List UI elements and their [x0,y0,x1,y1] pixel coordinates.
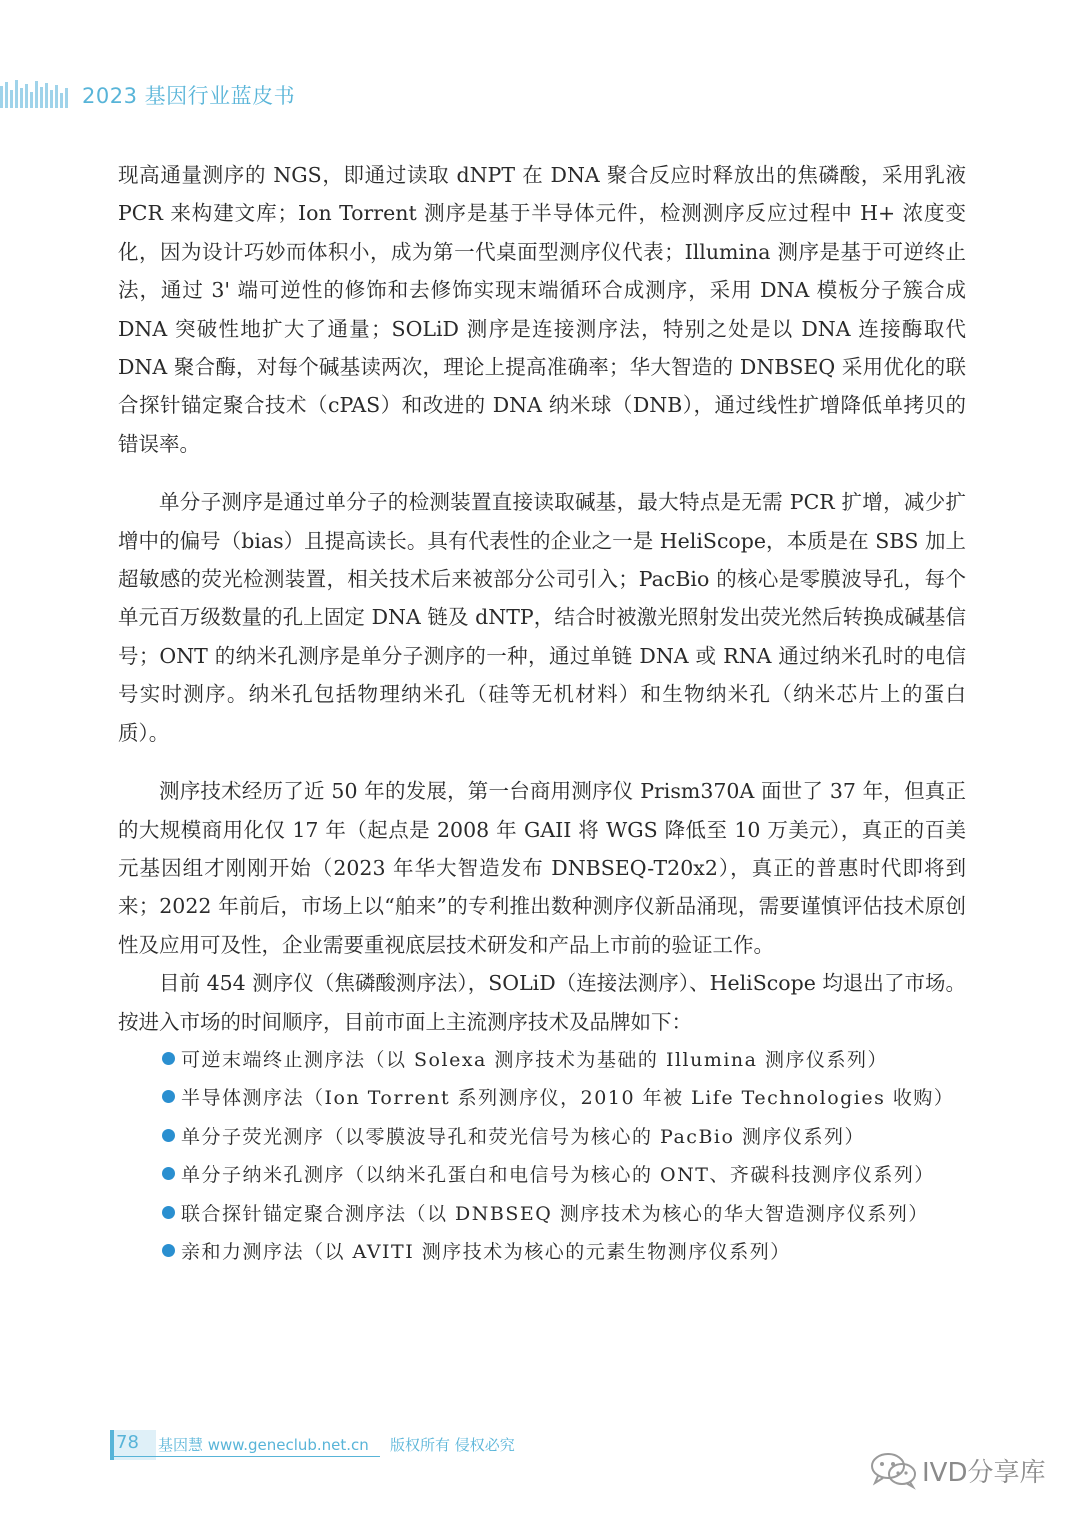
technology-list [118,1041,966,1271]
bullet-dot-icon [162,1129,175,1142]
main-content [118,156,966,1271]
footer-site: 基因慧 www.geneclub.net.cn [158,1436,369,1454]
paragraph-history: 测序技术经历了近 50 年的发展，第一台商用测序仪 Prism370A 面世了 37 年，但真正的大规模商用化仅 17 年（起点是 2008 年 GAII 将 WGS 降低至 10 万美元），真正的百美元基因组才刚刚开始（2023 年华大智造发布 DNBSEQ-T20x2），真正的普惠时代即将到来；2022 年前后，市场上以“舶来”的专利推出数种测序仪新品涌现，需要谨慎评估技术原创性及应用可及性，企业需要重视底层技术研发和产品上市前的验证工作。 [118,779,966,957]
list-item: 可逆末端终止测序法（以 Solexa 测序技术为基础的 Illumina 测序仪系列） [162,1041,966,1079]
footer-rights: 版权所有 侵权必究 [390,1436,515,1454]
footer-divider [110,1456,380,1457]
bullet-dot-icon [162,1244,175,1257]
paragraph-market: 目前 454 测序仪（焦磷酸测序法），SOLiD（连接法测序）、HeliScope 均退出了市场。按进入市场的时间顺序，目前市面上主流测序技术及品牌如下： [118,971,966,1034]
paragraph-single-molecule: 单分子测序是通过单分子的检测装置直接读取碱基，最大特点是无需 PCR 扩增，减少扩增中的偏号（bias）且提高读长。具有代表性的企业之一是 HeliScope，本质是在 SBS 加上超敏感的荧光检测装置，相关技术后来被部分公司引入；PacBio 的核心是零膜波导孔，每个单元百万级数量的孔上固定 DNA 链及 dNTP，结合时被激光照射发出荧光然后转换成碱基信号；ONT 的纳米孔测序是单分子测序的一种，通过单链 DNA 或 RNA 通过纳米孔时的电信号实时测序。纳米孔包括物理纳米孔（硅等无机材料）和生物纳米孔（纳米芯片上的蛋白质）。 [118,490,966,745]
bullet-dot-icon [162,1206,175,1219]
list-item: 半导体测序法（Ion Torrent 系列测序仪，2010 年被 Life Technologies 收购） [162,1079,966,1117]
bullet-dot-icon [162,1167,175,1180]
bullet-dot-icon [162,1090,175,1103]
page-number: 78 [116,1432,139,1453]
watermark-text: IVD分享库 [922,1458,1046,1488]
list-item: 联合探针锚定聚合测序法（以 DNBSEQ 测序技术为核心的华大智造测序仪系列） [162,1195,966,1233]
list-item: 亲和力测序法（以 AVITI 测序技术为核心的元素生物测序仪系列） [162,1233,966,1271]
header-bars-decoration [0,78,70,108]
list-item: 单分子纳米孔测序（以纳米孔蛋白和电信号为核心的 ONT、齐碳科技测序仪系列） [162,1156,966,1194]
list-item: 单分子荧光测序（以零膜波导孔和荧光信号为核心的 PacBio 测序仪系列） [162,1118,966,1156]
bullet-dot-icon [162,1052,175,1065]
header-title: 2023 基因行业蓝皮书 [82,84,296,108]
paragraph-ngs: 现高通量测序的 NGS，即通过读取 dNPT 在 DNA 聚合反应时释放出的焦磷酸，采用乳液 PCR 来构建文库；Ion Torrent 测序是基于半导体元件，检测测序反应过程中 H+ 浓度变化，因为设计巧妙而体积小，成为第一代桌面型测序仪代表；Illumina 测序是基于可逆终止法，通过 3' 端可逆性的修饰和去修饰实现末端循环合成测序，采用 DNA 模板分子簇合成 DNA 突破性地扩大了通量；SOLiD 测序是连接测序法，特别之处是以 DNA 连接酶取代 DNA 聚合酶，对每个碱基读两次，理论上提高准确率；华大智造的 DNBSEQ 采用优化的联合探针锚定聚合技术（cPAS）和改进的 DNA 纳米球（DNB），通过线性扩增降低单拷贝的错误率。 [118,163,966,456]
wechat-icon [868,1450,920,1490]
